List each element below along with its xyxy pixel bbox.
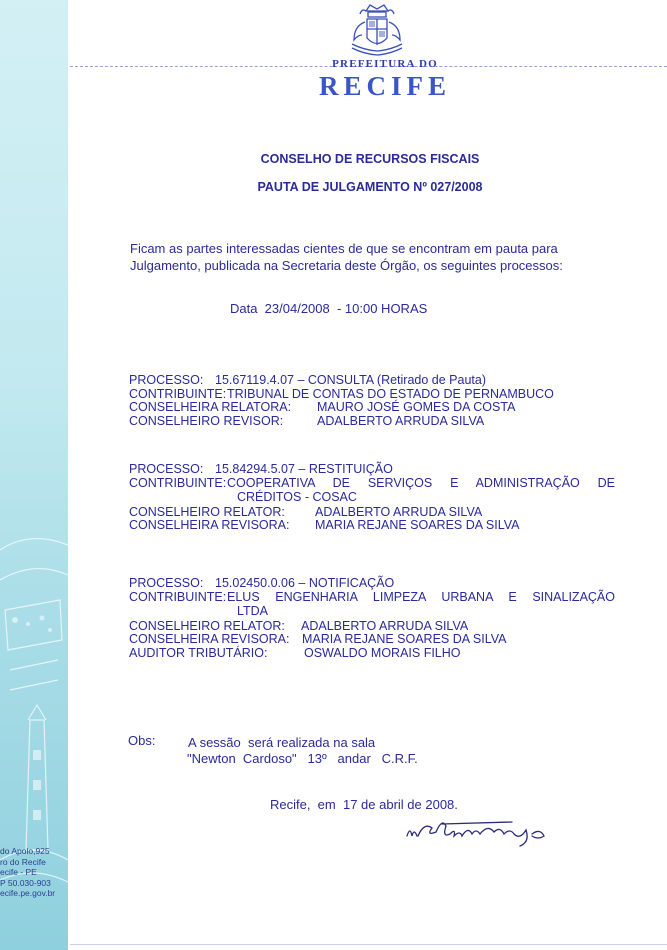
process-row: [129, 577, 629, 591]
footer-divider: [70, 944, 667, 945]
taxpayer-label: CONTRIBUINTE:: [129, 386, 227, 401]
process-row: [129, 374, 629, 388]
place-and-date: Recife, em 17 de abril de 2008.: [270, 797, 458, 812]
rapporteur-row: [129, 401, 629, 415]
reviewer-value: MARIA REJANE SOARES DA SILVA: [315, 518, 520, 532]
taxpayer-value: TRIBUNAL DE CONTAS DO ESTADO DE PERNAMBUCO: [227, 386, 554, 401]
process-label: PROCESSO:: [129, 373, 204, 387]
rapporteur-value: MAURO JOSÉ GOMES DA COSTA: [317, 400, 516, 414]
reviewer-row: [129, 633, 629, 647]
process-value: 15.84294.5.07 – RESTITUIÇÃO: [215, 462, 393, 476]
taxpayer-row: [129, 591, 629, 620]
reviewer-label: CONSELHEIRA REVISORA:: [129, 632, 290, 646]
taxpayer-value: ELUS ENGENHARIA LIMPEZA URBANA E SINALIZAÇÃO: [227, 589, 615, 604]
taxpayer-row: [129, 477, 629, 506]
taxpayer-label: CONTRIBUINTE:: [129, 475, 227, 490]
auditor-label: AUDITOR TRIBUTÁRIO:: [129, 645, 268, 660]
org-subtitle: PREFEITURA DO: [332, 58, 438, 70]
reviewer-row: [129, 415, 629, 429]
session-date: Data 23/04/2008 - 10:00 HORAS: [230, 301, 428, 316]
address-line: P 50.030-903: [0, 877, 51, 888]
address-line: ecife.pe.gov.br: [0, 888, 56, 898]
process-row: [129, 463, 629, 477]
reviewer-row: [129, 519, 629, 533]
taxpayer-value-continued: CRÉDITOS - COSAC: [237, 489, 357, 504]
address-line: ecife - PE: [0, 867, 37, 877]
rapporteur-label: CONSELHEIRO RELATOR:: [129, 504, 285, 519]
address-line: do Apolo,925: [0, 846, 50, 856]
notes-line: A sessão será realizada na sala: [188, 735, 376, 750]
taxpayer-row: [129, 388, 629, 402]
process-entry: [129, 577, 629, 660]
org-name-logo: RECIFE: [318, 71, 451, 101]
auditor-row: [129, 647, 629, 661]
process-value: 15.02450.0.06 – NOTIFICAÇÃO: [215, 576, 395, 590]
footer-address: [0, 846, 66, 899]
taxpayer-value-continued: LTDA: [237, 603, 269, 618]
intro-line: Julgamento, publicada na Secretaria deste Órgão, os seguintes processos:: [130, 258, 563, 273]
agenda-heading: PAUTA DE JULGAMENTO Nº 027/2008: [257, 180, 483, 194]
address-line: ro do Recife: [0, 856, 46, 867]
coat-of-arms-icon: [342, 2, 412, 60]
process-label: PROCESSO:: [129, 462, 204, 476]
rapporteur-value: ADALBERTO ARRUDA SILVA: [301, 618, 469, 633]
council-heading: CONSELHO DE RECURSOS FISCAIS: [260, 152, 480, 166]
rapporteur-value: ADALBERTO ARRUDA SILVA: [315, 504, 483, 519]
process-value: 15.67119.4.07 – CONSULTA (Retirado de Pauta): [215, 373, 486, 387]
reviewer-value: MARIA REJANE SOARES DA SILVA: [302, 632, 507, 646]
signature-icon: [402, 814, 552, 854]
taxpayer-value: COOPERATIVA DE SERVIÇOS E ADMINISTRAÇÃO DE: [227, 475, 615, 490]
process-entry: [129, 374, 629, 428]
decorative-side-strip: [0, 0, 68, 950]
rapporteur-label: CONSELHEIRO RELATOR:: [129, 618, 285, 633]
reviewer-label: CONSELHEIRO REVISOR:: [129, 413, 284, 428]
auditor-value: OSWALDO MORAIS FILHO: [304, 645, 461, 660]
notes-label: Obs:: [128, 733, 156, 748]
notes-line: "Newton Cardoso" 13º andar C.R.F.: [187, 751, 418, 766]
taxpayer-label: CONTRIBUINTE:: [129, 589, 227, 604]
intro-line: Ficam as partes interessadas cientes de que se encontram em pauta para: [130, 241, 558, 256]
process-label: PROCESSO:: [129, 576, 204, 590]
reviewer-value: ADALBERTO ARRUDA SILVA: [317, 413, 485, 428]
reviewer-label: CONSELHEIRA REVISORA:: [129, 518, 290, 532]
intro-paragraph: [130, 240, 630, 274]
rapporteur-row: [129, 506, 629, 520]
rapporteur-label: CONSELHEIRA RELATORA:: [129, 400, 292, 414]
rapporteur-row: [129, 620, 629, 634]
process-entry: [129, 463, 629, 533]
